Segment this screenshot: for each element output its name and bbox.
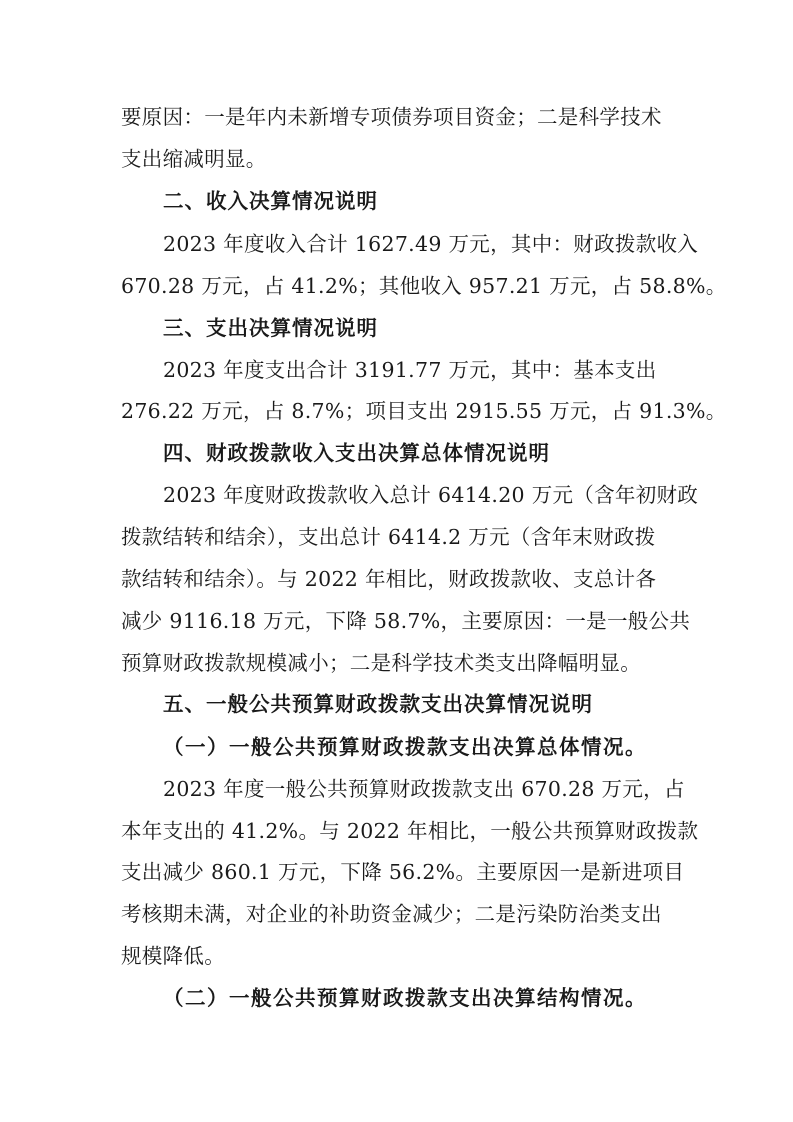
section-heading: 二、收入决算情况说明 xyxy=(163,189,378,213)
body-line: 要原因：一是年内未新增专项债券项目资金；二是科学技术 xyxy=(121,105,662,129)
body-line: 规模降低。 xyxy=(121,944,225,968)
body-line: 款结转和结余）。与 2022 年相比，财政拨款收、支总计各 xyxy=(121,567,657,591)
body-line: 拨款结转和结余），支出总计 6414.2 万元（含年末财政拨 xyxy=(121,525,656,549)
body-line: 本年支出的 41.2%。与 2022 年相比，一般公共预算财政拨款 xyxy=(121,819,699,843)
body-line: 支出缩减明显。 xyxy=(121,147,267,171)
body-line: 2023 年度支出合计 3191.77 万元，其中：基本支出 xyxy=(163,358,657,382)
section-heading: 五、一般公共预算财政拨款支出决算情况说明 xyxy=(163,692,593,716)
subsection-heading: （一）一般公共预算财政拨款支出决算总体情况。 xyxy=(163,735,647,759)
section-heading: 三、支出决算情况说明 xyxy=(163,316,378,340)
body-line: 减少 9116.18 万元，下降 58.7%，主要原因：一是一般公共 xyxy=(121,609,691,633)
body-line: 2023 年度收入合计 1627.49 万元，其中：财政拨款收入 xyxy=(163,232,699,256)
body-line: 670.28 万元，占 41.2%；其他收入 957.21 万元，占 58.8%。 xyxy=(121,274,727,298)
subsection-heading: （二）一般公共预算财政拨款支出决算结构情况。 xyxy=(163,986,647,1010)
body-line: 2023 年度财政拨款收入总计 6414.20 万元（含年初财政 xyxy=(163,483,699,507)
body-line: 考核期未满，对企业的补助资金减少；二是污染防治类支出 xyxy=(121,902,662,926)
body-line: 276.22 万元，占 8.7%；项目支出 2915.55 万元，占 91.3%。 xyxy=(121,399,727,423)
body-line: 预算财政拨款规模减小；二是科学技术类支出降幅明显。 xyxy=(121,651,641,675)
section-heading: 四、财政拨款收入支出决算总体情况说明 xyxy=(163,441,550,465)
body-line: 2023 年度一般公共预算财政拨款支出 670.28 万元，占 xyxy=(163,777,685,801)
body-line: 支出减少 860.1 万元，下降 56.2%。主要原因一是新进项目 xyxy=(121,860,685,884)
